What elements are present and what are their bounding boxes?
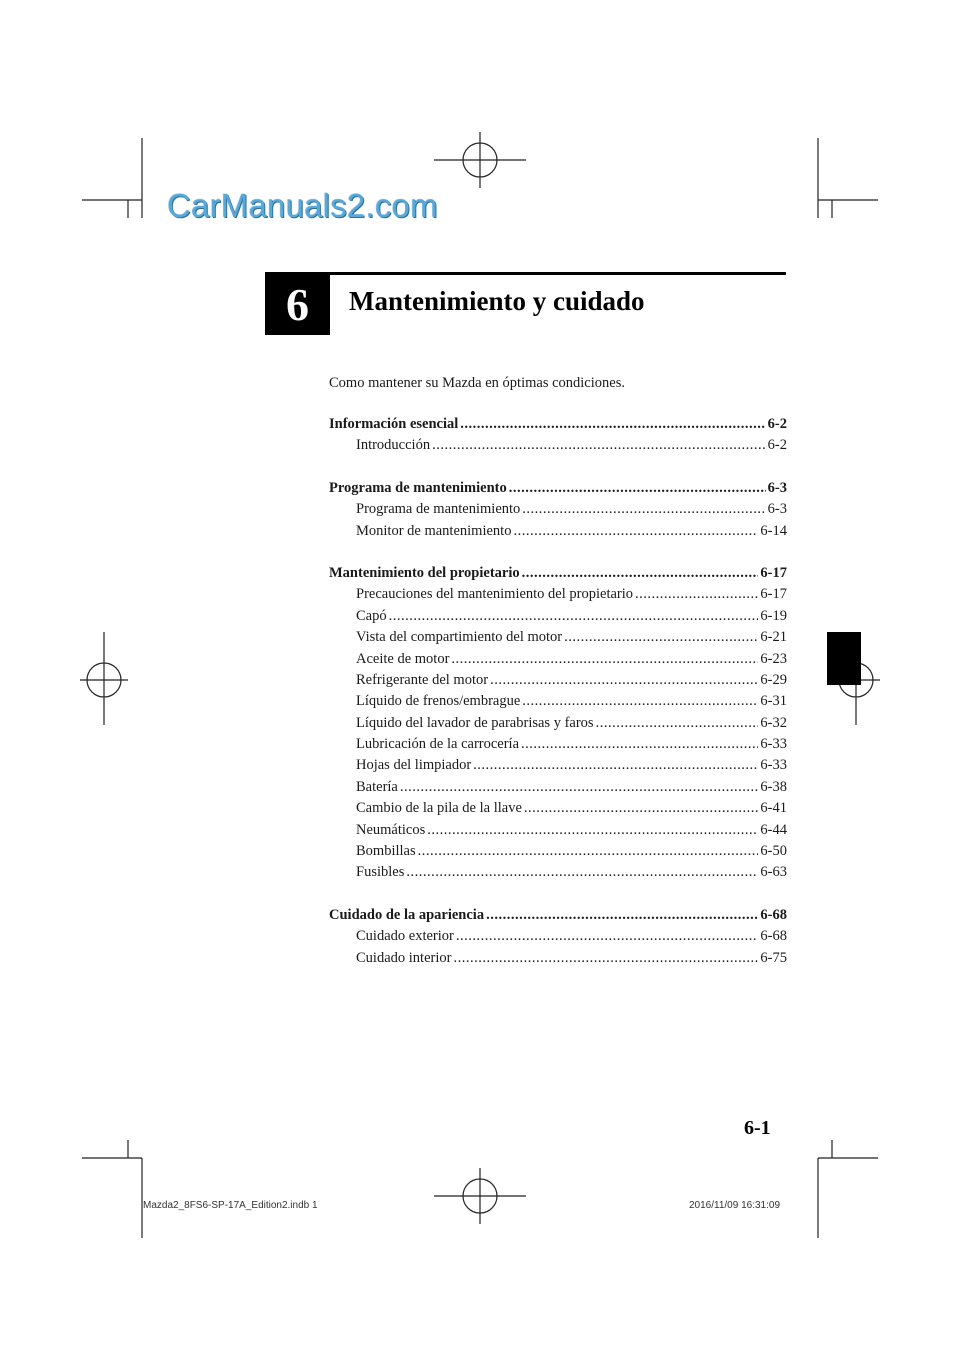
toc-subentry-title: Monitor de mantenimiento [356,522,512,539]
toc-leader [427,820,758,841]
toc-entry-title: Programa de mantenimiento [329,479,507,496]
toc-leader [451,649,758,670]
toc-subentry-title: Aceite de motor [356,650,450,667]
toc-leader [473,755,758,776]
toc-subentry-page: 6-19 [760,607,787,624]
toc-entry[interactable] [329,905,787,926]
toc-subentry-page: 6-63 [760,864,787,881]
toc-leader [389,606,759,627]
toc-subentry-page: 6-17 [760,586,787,603]
toc-section [329,905,787,969]
toc-leader [453,948,758,969]
toc-subentry-title: Capó [356,607,387,624]
toc-entry-title: Cuidado de la apariencia [329,906,485,923]
page-number: 6-1 [744,1117,771,1139]
toc-entry[interactable] [329,563,787,584]
toc-section [329,414,787,457]
toc-entry-page: 6-68 [760,906,787,923]
toc-subentry[interactable] [329,691,787,712]
toc-entry[interactable] [329,414,787,435]
toc-subentry-page: 6-14 [760,522,787,539]
toc-leader [432,435,766,456]
toc-subentry[interactable] [329,948,787,969]
chapter-number: 6 [286,278,309,330]
toc-subentry-title: Líquido del lavador de parabrisas y faros [356,714,594,731]
toc-subentry-page: 6-23 [760,650,787,667]
toc-subentry-title: Líquido de frenos/embrague [356,693,521,710]
toc-leader [406,862,758,883]
chapter-rule [265,272,786,275]
toc-leader [522,563,759,584]
toc-section [329,478,787,542]
toc-subentry[interactable] [329,499,787,520]
toc-leader [456,926,759,947]
toc-subentry-page: 6-32 [760,714,787,731]
toc-entry-page: 6-3 [767,479,787,496]
toc-subentry-page: 6-21 [760,629,787,646]
toc-subentry[interactable] [329,435,787,456]
toc-subentry-title: Cambio de la pila de la llave [356,800,522,817]
chapter-intro: Como mantener su Mazda en óptimas condiciones. [329,375,625,391]
toc-subentry-page: 6-33 [760,736,787,753]
toc-section [329,563,787,884]
toc-subentry-page: 6-38 [760,778,787,795]
toc-subentry[interactable] [329,584,787,605]
toc-subentry[interactable] [329,734,787,755]
toc-subentry-page: 6-33 [760,757,787,774]
chapter-title: Mantenimiento y cuidado [349,286,645,316]
toc-leader [509,478,766,499]
toc-subentry-page: 6-29 [760,671,787,688]
toc-subentry-title: Cuidado exterior [356,928,454,945]
toc-subentry-title: Batería [356,778,398,795]
toc-subentry[interactable] [329,926,787,947]
toc-subentry[interactable] [329,627,787,648]
toc-leader [522,499,765,520]
toc-subentry[interactable] [329,820,787,841]
toc-entry-page: 6-2 [767,416,787,432]
toc-subentry-page: 6-31 [760,693,787,710]
toc-subentry-page: 6-50 [760,843,787,860]
chapter-number-box [265,273,330,335]
table-of-contents [329,414,787,990]
toc-subentry-title: Refrigerante del motor [356,671,489,688]
watermark-logo[interactable]: CarManuals2.com [167,187,438,224]
toc-subentry-page: 6-44 [760,821,787,838]
toc-entry-title: Mantenimiento del propietario [329,564,520,581]
toc-subentry-title: Hojas del limpiador [356,757,472,774]
toc-subentry[interactable] [329,649,787,670]
toc-leader [521,734,758,755]
toc-subentry-title: Programa de mantenimiento [356,501,521,518]
toc-subentry[interactable] [329,798,787,819]
toc-subentry[interactable] [329,841,787,862]
registration-mark-bottom [434,1168,526,1224]
toc-subentry[interactable] [329,606,787,627]
toc-subentry-page: 6-3 [767,501,787,518]
footer-filename: Mazda2_8FS6-SP-17A_Edition2.indb 1 [143,1200,318,1211]
toc-subentry-title: Cuidado interior [356,949,452,966]
toc-subentry[interactable] [329,755,787,776]
toc-entry-page: 6-17 [760,564,787,581]
toc-leader [635,584,758,605]
toc-leader [513,521,758,542]
toc-leader [418,841,759,862]
toc-subentry-page: 6-41 [760,800,787,817]
toc-subentry-title: Bombillas [356,843,416,860]
registration-mark-top [434,132,526,188]
toc-leader [400,777,759,798]
toc-subentry-title: Vista del compartimiento del motor [356,629,563,646]
toc-subentry-title: Introducción [356,437,431,454]
toc-leader [486,905,758,926]
toc-leader [522,691,758,712]
toc-entry[interactable] [329,478,787,499]
toc-subentry[interactable] [329,862,787,883]
toc-subentry-title: Lubricación de la carrocería [356,736,520,753]
toc-subentry[interactable] [329,670,787,691]
toc-subentry-title: Fusibles [356,864,405,881]
toc-leader [596,713,759,734]
registration-mark-left [80,632,128,725]
toc-entry-title: Información esencial [329,416,459,432]
toc-leader [524,798,759,819]
toc-subentry[interactable] [329,521,787,542]
chapter-thumb-tab [827,632,861,685]
toc-subentry-page: 6-2 [767,437,787,454]
toc-leader [460,414,765,435]
toc-subentry[interactable] [329,713,787,734]
toc-subentry-title: Neumáticos [356,821,426,838]
footer-timestamp: 2016/11/09 16:31:09 [689,1200,781,1211]
toc-subentry-page: 6-68 [760,928,787,945]
toc-subentry-title: Precauciones del mantenimiento del propietario [356,586,634,603]
toc-leader [490,670,758,691]
toc-subentry-page: 6-75 [760,949,787,966]
toc-subentry[interactable] [329,777,787,798]
toc-leader [564,627,758,648]
